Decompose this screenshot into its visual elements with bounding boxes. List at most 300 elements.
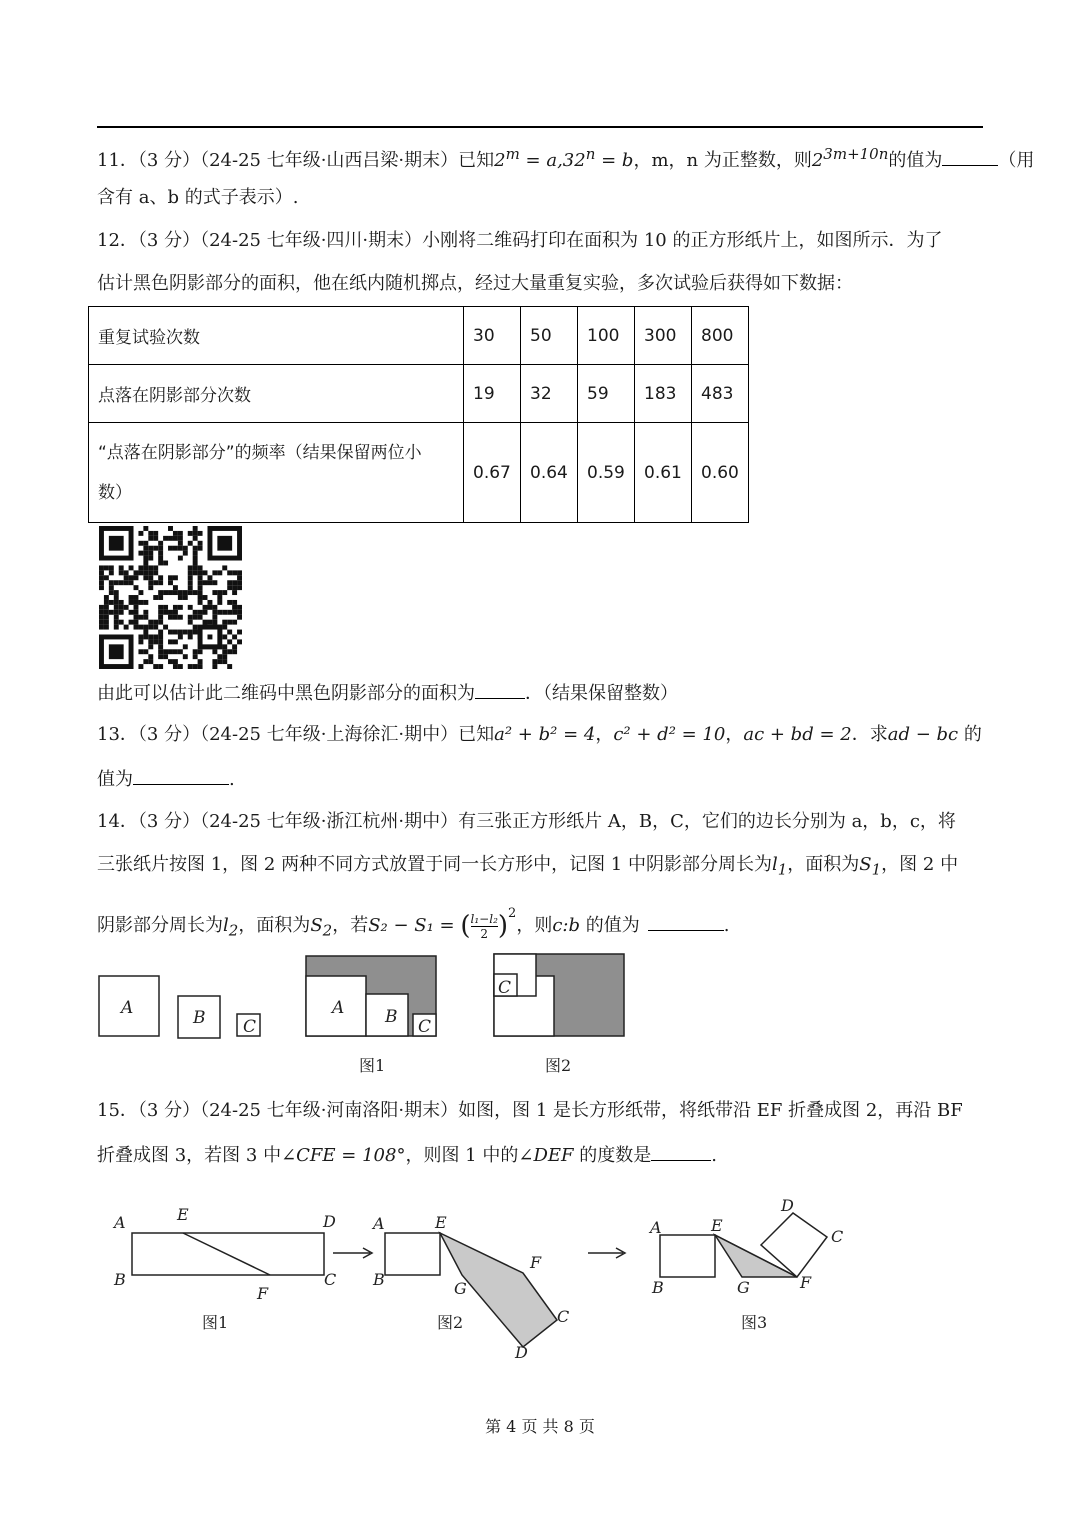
q11-expr1-rest: = a,32 bbox=[519, 150, 586, 171]
qr-module bbox=[148, 654, 153, 659]
qr-module bbox=[109, 610, 114, 615]
qr-module bbox=[143, 575, 148, 580]
qr-module bbox=[198, 590, 203, 595]
qr-module bbox=[168, 659, 173, 664]
q14-l2 bbox=[223, 915, 239, 940]
header-rule bbox=[97, 126, 983, 128]
q12-tail-text-b: ．（结果保留整数） bbox=[525, 683, 678, 704]
qr-module bbox=[237, 639, 242, 644]
qr-module bbox=[119, 565, 124, 570]
qr-module bbox=[203, 570, 208, 575]
qr-module bbox=[222, 590, 227, 595]
qr-module bbox=[114, 590, 119, 595]
qr-module bbox=[158, 551, 163, 556]
table-cell: 50 bbox=[521, 307, 578, 365]
qr-module bbox=[173, 615, 178, 620]
qr-module bbox=[183, 654, 188, 659]
qr-module bbox=[173, 590, 178, 595]
fig3-label: C bbox=[831, 1227, 844, 1246]
qr-module bbox=[104, 620, 109, 625]
qr-module bbox=[173, 605, 178, 610]
q14-l2-var: l bbox=[223, 915, 229, 936]
q14-s1 bbox=[859, 854, 882, 879]
q14-text-h: 的值为 bbox=[580, 915, 640, 936]
qr-module bbox=[114, 615, 119, 620]
qr-module bbox=[212, 590, 217, 595]
qr-module bbox=[129, 620, 134, 625]
qr-module bbox=[153, 570, 158, 575]
qr-module bbox=[163, 625, 168, 630]
qr-module bbox=[188, 575, 193, 580]
q14-paren-left: ( bbox=[460, 911, 471, 941]
qr-module bbox=[138, 541, 143, 546]
q14-line3 bbox=[97, 902, 729, 943]
qr-module bbox=[193, 556, 198, 561]
table-cell: 800 bbox=[692, 307, 749, 365]
q13-eq3: ac + bd = 2 bbox=[743, 724, 852, 745]
qr-module bbox=[178, 649, 183, 654]
qr-module bbox=[148, 556, 153, 561]
qr-module bbox=[104, 615, 109, 620]
qr-module bbox=[148, 575, 153, 580]
qr-module bbox=[207, 600, 212, 605]
q14-text-end: . bbox=[723, 915, 730, 936]
fig2-label: C bbox=[557, 1307, 570, 1326]
qr-module bbox=[143, 556, 148, 561]
q14-equation-left: S₂ − S₁ = bbox=[368, 915, 455, 936]
qr-module bbox=[158, 639, 163, 644]
qr-module bbox=[148, 659, 153, 664]
qr-module bbox=[173, 546, 178, 551]
qr-module bbox=[114, 625, 119, 630]
qr-module bbox=[168, 610, 173, 615]
qr-module bbox=[183, 590, 188, 595]
qr-module bbox=[198, 615, 203, 620]
qr-module bbox=[158, 654, 163, 659]
qr-module bbox=[217, 595, 222, 600]
qr-module bbox=[104, 625, 109, 630]
qr-module bbox=[198, 541, 203, 546]
qr-module bbox=[138, 639, 143, 644]
qr-module bbox=[134, 570, 139, 575]
qr-module bbox=[237, 570, 242, 575]
qr-module bbox=[163, 590, 168, 595]
qr-module bbox=[178, 605, 183, 610]
fig1-caption: 图1 bbox=[202, 1313, 229, 1332]
qr-module bbox=[129, 565, 134, 570]
fig3-label: E bbox=[711, 1216, 723, 1235]
qr-module bbox=[217, 600, 222, 605]
qr-module bbox=[138, 531, 143, 536]
qr-module bbox=[138, 634, 143, 639]
q13-sep2: ， bbox=[725, 724, 744, 745]
qr-module bbox=[143, 570, 148, 575]
qr-module bbox=[114, 580, 119, 585]
qr-module bbox=[138, 590, 143, 595]
table-cell: 0.59 bbox=[578, 423, 635, 523]
qr-module bbox=[158, 620, 163, 625]
qr-module bbox=[237, 615, 242, 620]
qr-module bbox=[158, 610, 163, 615]
q12-line2: 估计黑色阴影部分的面积，他在纸内随机掷点，经过大量重复实验，多次试验后获得如下数据： bbox=[97, 273, 853, 294]
q14-answer-blank[interactable] bbox=[648, 912, 724, 931]
qr-module bbox=[193, 561, 198, 566]
q11-expr1-rest2: = b bbox=[595, 150, 634, 171]
qr-module bbox=[168, 590, 173, 595]
qr-module bbox=[124, 580, 129, 585]
table-row bbox=[89, 307, 749, 365]
q15-answer-blank[interactable] bbox=[651, 1142, 711, 1161]
table-row-label bbox=[89, 423, 464, 523]
qr-module bbox=[173, 649, 178, 654]
qr-module bbox=[158, 595, 163, 600]
qr-module bbox=[232, 644, 237, 649]
q13-line2 bbox=[97, 766, 235, 792]
q15-text-a: 折叠成图 3，若图 3 中 bbox=[97, 1145, 282, 1166]
qr-module bbox=[168, 536, 173, 541]
qr-module bbox=[163, 610, 168, 615]
qr-module bbox=[163, 536, 168, 541]
qr-module bbox=[124, 605, 129, 610]
qr-module bbox=[198, 575, 203, 580]
qr-module bbox=[143, 630, 148, 635]
qr-module bbox=[183, 630, 188, 635]
q13-text-b: ．求 bbox=[851, 724, 888, 745]
qr-module bbox=[153, 639, 158, 644]
table-cell: 100 bbox=[578, 307, 635, 365]
qr-module bbox=[143, 526, 148, 531]
q14-text-e: ，面积为 bbox=[238, 915, 311, 936]
q14-s2-sub: 2 bbox=[322, 921, 333, 940]
qr-module bbox=[217, 610, 222, 615]
qr-module bbox=[99, 605, 104, 610]
qr-module bbox=[212, 615, 217, 620]
qr-module bbox=[232, 600, 237, 605]
qr-module bbox=[237, 575, 242, 580]
fig1-label-c: C bbox=[418, 1017, 432, 1037]
qr-module bbox=[99, 585, 104, 590]
qr-module bbox=[198, 570, 203, 575]
qr-module bbox=[188, 634, 193, 639]
qr-module bbox=[217, 570, 222, 575]
qr-module bbox=[134, 575, 139, 580]
qr-module bbox=[193, 570, 198, 575]
q14-text-c: ，图 2 中 bbox=[881, 854, 959, 875]
qr-module bbox=[153, 625, 158, 630]
fig3-caption: 图3 bbox=[741, 1313, 768, 1332]
q14-fraction-den: 2 bbox=[480, 926, 489, 941]
qr-module bbox=[158, 630, 163, 635]
qr-module bbox=[109, 585, 114, 590]
q14-l2-sub: 2 bbox=[228, 921, 239, 940]
q13-eq4: ad − bc bbox=[887, 724, 959, 745]
qr-module bbox=[207, 580, 212, 585]
qr-module bbox=[148, 536, 153, 541]
qr-module bbox=[198, 595, 203, 600]
qr-module bbox=[138, 664, 143, 669]
qr-module bbox=[138, 615, 143, 620]
qr-module bbox=[148, 625, 153, 630]
qr-module bbox=[188, 590, 193, 595]
q15-eq1: ∠CFE = 108° bbox=[281, 1145, 406, 1166]
q11-line1 bbox=[97, 142, 1034, 173]
qr-module bbox=[109, 644, 124, 659]
qr-module bbox=[99, 615, 104, 620]
qr-module bbox=[193, 536, 198, 541]
qr-module bbox=[99, 570, 104, 575]
qr-module bbox=[193, 625, 198, 630]
qr-module bbox=[129, 575, 134, 580]
qr-module bbox=[168, 649, 173, 654]
fold-line-ef bbox=[183, 1233, 270, 1275]
qr-module bbox=[178, 590, 183, 595]
qr-module bbox=[148, 546, 153, 551]
qr-module bbox=[188, 565, 193, 570]
strip-fig2 bbox=[385, 1233, 440, 1275]
qr-module bbox=[222, 620, 227, 625]
q11-text-a: 11．（3 分）（24-25 七年级·山西吕梁·期末）已知 bbox=[97, 150, 495, 171]
qr-module bbox=[178, 531, 183, 536]
qr-module bbox=[163, 649, 168, 654]
fig2-label: E bbox=[435, 1213, 447, 1232]
qr-module bbox=[227, 664, 232, 669]
qr-module bbox=[222, 659, 227, 664]
qr-module bbox=[198, 565, 203, 570]
q14-line2 bbox=[97, 853, 958, 882]
qr-module bbox=[173, 531, 178, 536]
qr-module bbox=[188, 615, 193, 620]
table-cell: 30 bbox=[464, 307, 521, 365]
table-cell: 32 bbox=[521, 365, 578, 423]
q15-text-b: ，则图 1 中的 bbox=[405, 1145, 519, 1166]
fig2-label: B bbox=[373, 1270, 385, 1289]
q11-expr2-exp: 3m+10n bbox=[823, 145, 889, 163]
qr-module bbox=[148, 580, 153, 585]
qr-module bbox=[148, 644, 153, 649]
table-cell: 19 bbox=[464, 365, 521, 423]
q13-line2-end: . bbox=[229, 769, 235, 790]
qr-module bbox=[99, 580, 104, 585]
qr-module bbox=[104, 575, 109, 580]
qr-module bbox=[198, 600, 203, 605]
qr-module bbox=[109, 570, 114, 575]
q14-text-b: ，面积为 bbox=[787, 854, 860, 875]
qr-module bbox=[173, 610, 178, 615]
qr-module bbox=[114, 605, 119, 610]
qr-module bbox=[188, 531, 193, 536]
qr-module bbox=[153, 531, 158, 536]
qr-module bbox=[207, 634, 212, 639]
q14-text-a: 三张纸片按图 1，图 2 两种不同方式放置于同一长方形中，记图 1 中阴影部分周长为 bbox=[97, 854, 772, 875]
qr-module bbox=[143, 625, 148, 630]
table-row-label-part: “点落在阴影部分”的频率（结果保留两位小 bbox=[98, 442, 422, 463]
qr-module bbox=[163, 654, 168, 659]
square-c-label: C bbox=[243, 1017, 257, 1037]
qr-module bbox=[124, 570, 129, 575]
qr-module bbox=[198, 580, 203, 585]
qr-module bbox=[188, 541, 193, 546]
q13-line2-text: 值为 bbox=[97, 769, 133, 790]
q11-expr2 bbox=[811, 145, 889, 171]
qr-module bbox=[193, 565, 198, 570]
q15-text-c: 的度数是 bbox=[573, 1145, 652, 1166]
fig2-caption: 图2 bbox=[545, 1056, 572, 1075]
qr-module bbox=[237, 630, 242, 635]
qr-module bbox=[178, 541, 183, 546]
qr-module bbox=[134, 605, 139, 610]
qr-module bbox=[188, 620, 193, 625]
qr-module bbox=[143, 541, 148, 546]
qr-module bbox=[158, 605, 163, 610]
qr-module bbox=[178, 615, 183, 620]
q12-tail-text-a: 由此可以估计此二维码中黑色阴影部分的面积为 bbox=[97, 683, 475, 704]
qr-module bbox=[227, 649, 232, 654]
qr-module bbox=[217, 654, 222, 659]
qr-module bbox=[138, 625, 143, 630]
qr-module bbox=[212, 610, 217, 615]
qr-module bbox=[104, 610, 109, 615]
fig1-label: A bbox=[114, 1213, 126, 1232]
q13-text-a: 13．（3 分）（24-25 七年级·上海徐汇·期中）已知 bbox=[97, 724, 495, 745]
qr-module bbox=[148, 620, 153, 625]
qr-module bbox=[203, 605, 208, 610]
qr-module bbox=[148, 639, 153, 644]
qr-module bbox=[222, 610, 227, 615]
q15-text-end: . bbox=[711, 1145, 717, 1166]
qr-module bbox=[168, 575, 173, 580]
qr-module bbox=[232, 610, 237, 615]
qr-module bbox=[168, 526, 173, 531]
qr-module bbox=[158, 546, 163, 551]
qr-module bbox=[212, 659, 217, 664]
q15-line1: 15．（3 分）（24-25 七年级·河南洛阳·期末）如图，图 1 是长方形纸带，将纸带沿 EF 折叠成图 2，再沿 BF bbox=[97, 1100, 963, 1121]
qr-module bbox=[222, 634, 227, 639]
qr-module bbox=[109, 580, 114, 585]
qr-module bbox=[158, 634, 163, 639]
table-cell: 483 bbox=[692, 365, 749, 423]
table-row-label: 点落在阴影部分次数 bbox=[89, 365, 464, 423]
q11-text-b: ，m，n 为正整数，则 bbox=[633, 150, 812, 171]
qr-module bbox=[143, 610, 148, 615]
qr-module bbox=[163, 605, 168, 610]
fig3-label: A bbox=[650, 1218, 662, 1237]
qr-module bbox=[227, 580, 232, 585]
q13-eq2: c² + d² = 10 bbox=[613, 724, 726, 745]
q15-eq2: ∠DEF bbox=[518, 1145, 574, 1166]
q11-expr1 bbox=[494, 145, 634, 171]
qr-module bbox=[114, 600, 119, 605]
qr-code-image bbox=[97, 526, 244, 669]
qr-module bbox=[212, 570, 217, 575]
qr-module bbox=[143, 634, 148, 639]
qr-module bbox=[158, 615, 163, 620]
qr-module bbox=[207, 575, 212, 580]
qr-module bbox=[143, 546, 148, 551]
table-row bbox=[89, 423, 749, 523]
fig2-label: G bbox=[454, 1279, 467, 1298]
q14-paren-right: ) bbox=[497, 911, 509, 941]
qr-module bbox=[193, 664, 198, 669]
qr-module bbox=[198, 659, 203, 664]
qr-module bbox=[173, 659, 178, 664]
fig2-label: D bbox=[515, 1343, 528, 1362]
qr-module bbox=[153, 536, 158, 541]
qr-module bbox=[203, 620, 208, 625]
q11-expr1-exp2: n bbox=[585, 145, 596, 163]
qr-module bbox=[158, 580, 163, 585]
qr-module bbox=[232, 570, 237, 575]
qr-module bbox=[183, 546, 188, 551]
q11-text-d: （用 bbox=[998, 150, 1035, 171]
q14-text-f: ，若 bbox=[332, 915, 369, 936]
qr-module bbox=[153, 546, 158, 551]
qr-module bbox=[203, 595, 208, 600]
qr-module bbox=[207, 605, 212, 610]
fig3-label: D bbox=[781, 1196, 794, 1215]
qr-module bbox=[178, 595, 183, 600]
q12-answer-blank[interactable] bbox=[475, 680, 525, 699]
qr-module bbox=[148, 565, 153, 570]
qr-module bbox=[227, 610, 232, 615]
qr-module bbox=[134, 595, 139, 600]
qr-module bbox=[104, 600, 109, 605]
fig3-label: G bbox=[737, 1278, 750, 1297]
qr-module bbox=[168, 615, 173, 620]
fig3-label: B bbox=[652, 1278, 664, 1297]
qr-module bbox=[227, 585, 232, 590]
fig1-caption: 图1 bbox=[359, 1056, 386, 1075]
q13-sep1: ， bbox=[595, 724, 614, 745]
qr-module bbox=[212, 580, 217, 585]
qr-module bbox=[217, 659, 222, 664]
qr-module bbox=[222, 649, 227, 654]
q14-figures bbox=[95, 950, 635, 1080]
qr-module bbox=[168, 630, 173, 635]
qr-module bbox=[178, 664, 183, 669]
q11-answer-blank[interactable] bbox=[942, 147, 998, 166]
qr-module bbox=[143, 561, 148, 566]
table-cell: 0.67 bbox=[464, 423, 521, 523]
qr-module bbox=[148, 531, 153, 536]
qr-module bbox=[119, 600, 124, 605]
q11-expr1-base: 2 bbox=[494, 150, 506, 171]
qr-module bbox=[148, 570, 153, 575]
q13-eq1: a² + b² = 4 bbox=[494, 724, 596, 745]
qr-module bbox=[178, 536, 183, 541]
qr-module bbox=[114, 595, 119, 600]
qr-module bbox=[153, 634, 158, 639]
qr-module bbox=[188, 630, 193, 635]
qr-module bbox=[178, 546, 183, 551]
qr-module bbox=[148, 585, 153, 590]
qr-module bbox=[173, 664, 178, 669]
fig1-label: C bbox=[324, 1270, 337, 1289]
qr-module bbox=[99, 620, 104, 625]
qr-module bbox=[193, 546, 198, 551]
qr-module bbox=[153, 595, 158, 600]
q14-fraction-num: l₁−l₂ bbox=[470, 911, 498, 926]
qr-module bbox=[207, 620, 212, 625]
qr-module bbox=[198, 546, 203, 551]
qr-module bbox=[232, 590, 237, 595]
qr-module bbox=[183, 644, 188, 649]
qr-module bbox=[193, 526, 198, 531]
q13-answer-blank[interactable] bbox=[133, 766, 229, 785]
table-cell: 0.60 bbox=[692, 423, 749, 523]
q14-ratio: c:b bbox=[552, 915, 580, 936]
qr-module bbox=[212, 605, 217, 610]
q14-s1-sub: 1 bbox=[871, 860, 882, 879]
